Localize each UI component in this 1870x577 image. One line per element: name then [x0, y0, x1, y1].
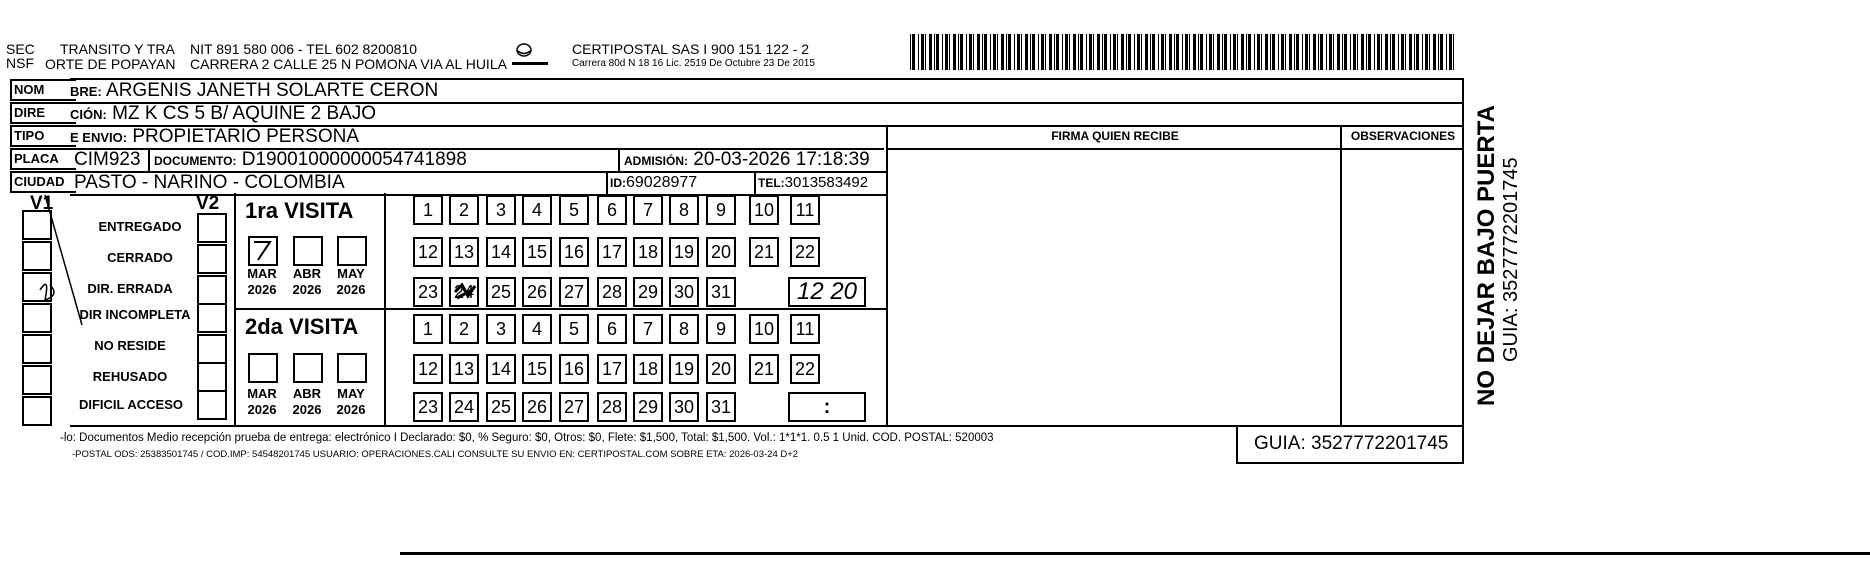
- v2-rehusado-checkbox[interactable]: [197, 362, 227, 392]
- v2-dir-incompleta-checkbox[interactable]: [197, 303, 227, 333]
- v1-dificil-acceso-checkbox[interactable]: [22, 396, 52, 426]
- first-visit-day-box[interactable]: 31: [706, 277, 736, 307]
- first-visit-day-box[interactable]: 8: [669, 195, 699, 225]
- document-value: D19001000000054741898: [241, 149, 467, 170]
- first-visit-time[interactable]: 12 20: [788, 277, 866, 307]
- first-visit-day-box[interactable]: 6: [597, 195, 627, 225]
- first-visit-day-box[interactable]: 11: [790, 195, 820, 225]
- first-visit-month-mar: MAR: [247, 266, 277, 281]
- second-visit-day-box[interactable]: 7: [633, 314, 663, 344]
- second-visit-day-box[interactable]: 8: [669, 314, 699, 344]
- second-visit-day-box[interactable]: 14: [486, 354, 516, 384]
- v2-dir-errada-checkbox[interactable]: [197, 275, 227, 305]
- company-line-2: ORTE DE POPAYAN: [45, 56, 176, 72]
- left-cut-text-2: NSF: [6, 55, 34, 71]
- first-visit-year-1: 2026: [247, 282, 277, 297]
- type-label: E ENVIO:: [70, 130, 128, 145]
- first-visit-day-box[interactable]: 25: [486, 277, 516, 307]
- second-visit-day-box[interactable]: 29: [633, 392, 663, 422]
- tel-field: [758, 171, 868, 195]
- status-entregado: ENTREGADO: [98, 219, 182, 234]
- admission-value: 20-03-2026 17:18:39: [693, 149, 870, 170]
- second-visit-day-box[interactable]: 20: [706, 354, 736, 384]
- status-dificil-acceso: DIFICIL ACCESO: [78, 397, 183, 412]
- first-visit-may-checkbox[interactable]: [337, 236, 367, 266]
- second-visit-day-box[interactable]: 26: [522, 392, 552, 422]
- first-visit-day-box[interactable]: 15: [522, 237, 552, 267]
- v2-dificil-acceso-checkbox[interactable]: [197, 390, 227, 420]
- second-visit-day-box[interactable]: 19: [669, 354, 699, 384]
- first-visit-day-box[interactable]: 16: [559, 237, 589, 267]
- first-visit-day-box[interactable]: 27: [559, 277, 589, 307]
- second-visit-day-box[interactable]: 23: [413, 392, 443, 422]
- second-visit-day-box[interactable]: 22: [790, 354, 820, 384]
- footer-guia-divider: [1236, 425, 1238, 464]
- left-cut-text-1: SEC: [6, 41, 35, 57]
- second-visit-month-mar: MAR: [247, 386, 277, 401]
- second-visit-year-1: 2026: [247, 402, 277, 417]
- tag-ciudad: CIUDAD: [10, 171, 76, 193]
- nit-line-2: CARRERA 2 CALLE 25 N POMONA VIA AL HUILA: [190, 56, 507, 72]
- second-visit-day-box[interactable]: 5: [559, 314, 589, 344]
- address-label: CIÓN:: [70, 107, 107, 122]
- first-visit-day-box[interactable]: 18: [633, 237, 663, 267]
- certipostal-logo-icon: [510, 42, 550, 70]
- status-rehusado: REHUSADO: [92, 369, 168, 384]
- first-visit-day-box[interactable]: 10: [749, 195, 779, 225]
- second-visit-day-box[interactable]: 25: [486, 392, 516, 422]
- second-visit-day-box[interactable]: 24: [449, 392, 479, 422]
- no-dejar-bajo-puerta: NO DEJAR BAJO PUERTA: [1473, 105, 1500, 406]
- name-row: [70, 79, 1462, 104]
- second-visit-time[interactable]: :: [788, 392, 866, 422]
- address-row: [70, 102, 1462, 127]
- footer-line-2: -POSTAL ODS: 25383501745 / COD.IMP: 54548201745 USUARIO: OPERACIONES.CALI CONSULTE SU ENVIO EN: CERTIPOSTAL.COM SOBRE ETA: 2026-03-24 D+2: [72, 449, 799, 460]
- type-row: [70, 125, 884, 150]
- status-dir-errada: DIR. ERRADA: [87, 281, 173, 296]
- second-visit-day-box[interactable]: 18: [633, 354, 663, 384]
- handwritten-strokes: [20, 190, 90, 330]
- v1-rehusado-checkbox[interactable]: [22, 365, 52, 395]
- frame-bottom-line: [70, 425, 1464, 427]
- signature-header: FIRMA QUIEN RECIBE: [886, 125, 1342, 150]
- first-visit-day-box[interactable]: 26: [522, 277, 552, 307]
- second-visit-day-box[interactable]: 1: [413, 314, 443, 344]
- second-visit-day-box[interactable]: 28: [597, 392, 627, 422]
- id-field: [610, 171, 697, 195]
- first-visit-title: 1ra VISITA: [245, 198, 354, 223]
- second-visit-day-box[interactable]: 2: [449, 314, 479, 344]
- document-field: [154, 148, 467, 173]
- second-visit-year-3: 2026: [336, 402, 366, 417]
- document-label: DOCUMENTO:: [154, 154, 237, 168]
- second-visit-day-box[interactable]: 15: [522, 354, 552, 384]
- first-visit-day-box[interactable]: 1: [413, 195, 443, 225]
- first-visit-day-box[interactable]: 30: [669, 277, 699, 307]
- company-line-1: TRANSITO Y TRA: [60, 41, 175, 57]
- nit-line-1: NIT 891 580 006 - TEL 602 8200810: [190, 41, 418, 57]
- v2-entregado-checkbox[interactable]: [197, 213, 227, 243]
- first-visit-day-box[interactable]: 7: [633, 195, 663, 225]
- second-visit-day-box[interactable]: 12: [413, 354, 443, 384]
- name-value: ARGENIS JANETH SOLARTE CERON: [106, 80, 439, 101]
- first-visit-day-box[interactable]: 13: [449, 237, 479, 267]
- v1-label: V1: [30, 193, 54, 214]
- first-visit-day-box[interactable]: 23: [413, 277, 443, 307]
- tag-direccion: DIRE: [10, 102, 76, 124]
- footer-bottom-line: [1236, 462, 1464, 464]
- tag-placa: PLACA: [10, 148, 76, 170]
- plate-divider: [148, 148, 150, 171]
- second-visit-day-box[interactable]: 13: [449, 354, 479, 384]
- second-visit-day-box[interactable]: 27: [559, 392, 589, 422]
- v1-no-reside-checkbox[interactable]: [22, 334, 52, 364]
- first-visit-month-may: MAY: [337, 266, 365, 281]
- first-visit-day-box[interactable]: 4: [522, 195, 552, 225]
- admission-divider: [618, 148, 620, 171]
- id-divider: [606, 171, 608, 194]
- second-visit-may-checkbox[interactable]: [337, 353, 367, 383]
- admission-field: [624, 148, 870, 173]
- first-visit-year-3: 2026: [336, 282, 366, 297]
- v2-label: V2: [196, 193, 220, 214]
- observations-left-line: [1340, 148, 1342, 425]
- cut-line: [400, 552, 1870, 555]
- second-visit-abr-checkbox[interactable]: [293, 353, 323, 383]
- first-visit-day-box[interactable]: 9: [706, 195, 736, 225]
- second-visit-title: 2da VISITA: [245, 314, 359, 339]
- second-visit-month-may: MAY: [337, 386, 365, 401]
- certipostal-line-1: CERTIPOSTAL SAS I 900 151 122 - 2: [572, 41, 810, 57]
- admission-label: ADMISIÓN:: [624, 154, 688, 168]
- status-no-reside: NO RESIDE: [94, 338, 166, 353]
- footer-guia: GUIA: 3527772201745: [1254, 433, 1449, 454]
- second-visit-day-box[interactable]: 21: [749, 354, 779, 384]
- first-visit-day-box[interactable]: 17: [597, 237, 627, 267]
- signature-left-line: [886, 148, 888, 425]
- city-value: PASTO - NARINO - COLOMBIA: [74, 172, 345, 193]
- id-label: ID:: [610, 176, 626, 190]
- first-visit-day-box[interactable]: 24: [449, 277, 479, 307]
- observations-header: OBSERVACIONES: [1340, 125, 1464, 150]
- first-visit-day-box[interactable]: 12: [413, 237, 443, 267]
- v2-cerrado-checkbox[interactable]: [197, 244, 227, 274]
- tag-nombre: NOM: [10, 79, 76, 101]
- barcode: [910, 34, 1460, 72]
- second-visit-day-box[interactable]: 17: [597, 354, 627, 384]
- first-visit-day-box[interactable]: 29: [633, 277, 663, 307]
- tel-divider: [754, 171, 756, 194]
- first-visit-day-box[interactable]: 3: [486, 195, 516, 225]
- v2-no-reside-checkbox[interactable]: [197, 334, 227, 364]
- second-visit-day-box[interactable]: 10: [749, 314, 779, 344]
- first-visit-day-box[interactable]: 22: [790, 237, 820, 267]
- first-visit-abr-checkbox[interactable]: [293, 236, 323, 266]
- visit-divider-line: [234, 308, 886, 310]
- first-visit-day-box[interactable]: 14: [486, 237, 516, 267]
- second-visit-day-box[interactable]: 11: [790, 314, 820, 344]
- second-visit-day-box[interactable]: 6: [597, 314, 627, 344]
- status-dir-incompleta: DIR INCOMPLETA: [79, 307, 191, 322]
- second-visit-day-box[interactable]: 16: [559, 354, 589, 384]
- first-visit-day-box[interactable]: 5: [559, 195, 589, 225]
- name-label: BRE:: [70, 84, 102, 99]
- certipostal-line-2: Carrera 80d N 18 16 Lic. 2519 De Octubre 23 De 2015: [572, 58, 815, 69]
- check-mark-icon: [250, 238, 276, 264]
- status-cerrado: CERRADO: [107, 250, 173, 265]
- second-visit-mar-checkbox[interactable]: [248, 353, 278, 383]
- second-visit-day-box[interactable]: 30: [669, 392, 699, 422]
- first-visit-day-box[interactable]: 2: [449, 195, 479, 225]
- type-value: PROPIETARIO PERSONA: [132, 126, 359, 147]
- second-visit-day-box[interactable]: 3: [486, 314, 516, 344]
- scribble-mark: [452, 280, 478, 304]
- first-visit-day-box[interactable]: 28: [597, 277, 627, 307]
- id-value: 69028977: [626, 174, 698, 191]
- second-visit-year-2: 2026: [292, 402, 322, 417]
- first-visit-year-2: 2026: [292, 282, 322, 297]
- first-visit-month-abr: ABR: [292, 266, 322, 281]
- first-visit-day-box[interactable]: 19: [669, 237, 699, 267]
- second-visit-day-box[interactable]: 9: [706, 314, 736, 344]
- tag-tipo: TIPO: [10, 125, 76, 147]
- second-visit-month-abr: ABR: [292, 386, 322, 401]
- second-visit-day-box[interactable]: 31: [706, 392, 736, 422]
- tel-value: 3013583492: [784, 174, 869, 191]
- first-visit-day-box[interactable]: 20: [706, 237, 736, 267]
- tel-label: TEL:: [758, 176, 785, 190]
- first-visit-day-box[interactable]: 21: [749, 237, 779, 267]
- footer-line-1: -lo: Documentos Medio recepción prueba de entrega: electrónico I Declarado: $0, % Seguro: $0, Otros: $0, Flete: $1,500, Total: $1,500. Vol.: 1*1*1. 0.5 1 Unid. COD. POSTAL: 520003: [60, 432, 994, 444]
- second-visit-day-box[interactable]: 4: [522, 314, 552, 344]
- vertical-guia: GUIA: 3527772201745: [1500, 157, 1522, 362]
- plate-value: CIM923: [74, 149, 141, 170]
- address-value: MZ K CS 5 B/ AQUINE 2 BAJO: [112, 103, 377, 124]
